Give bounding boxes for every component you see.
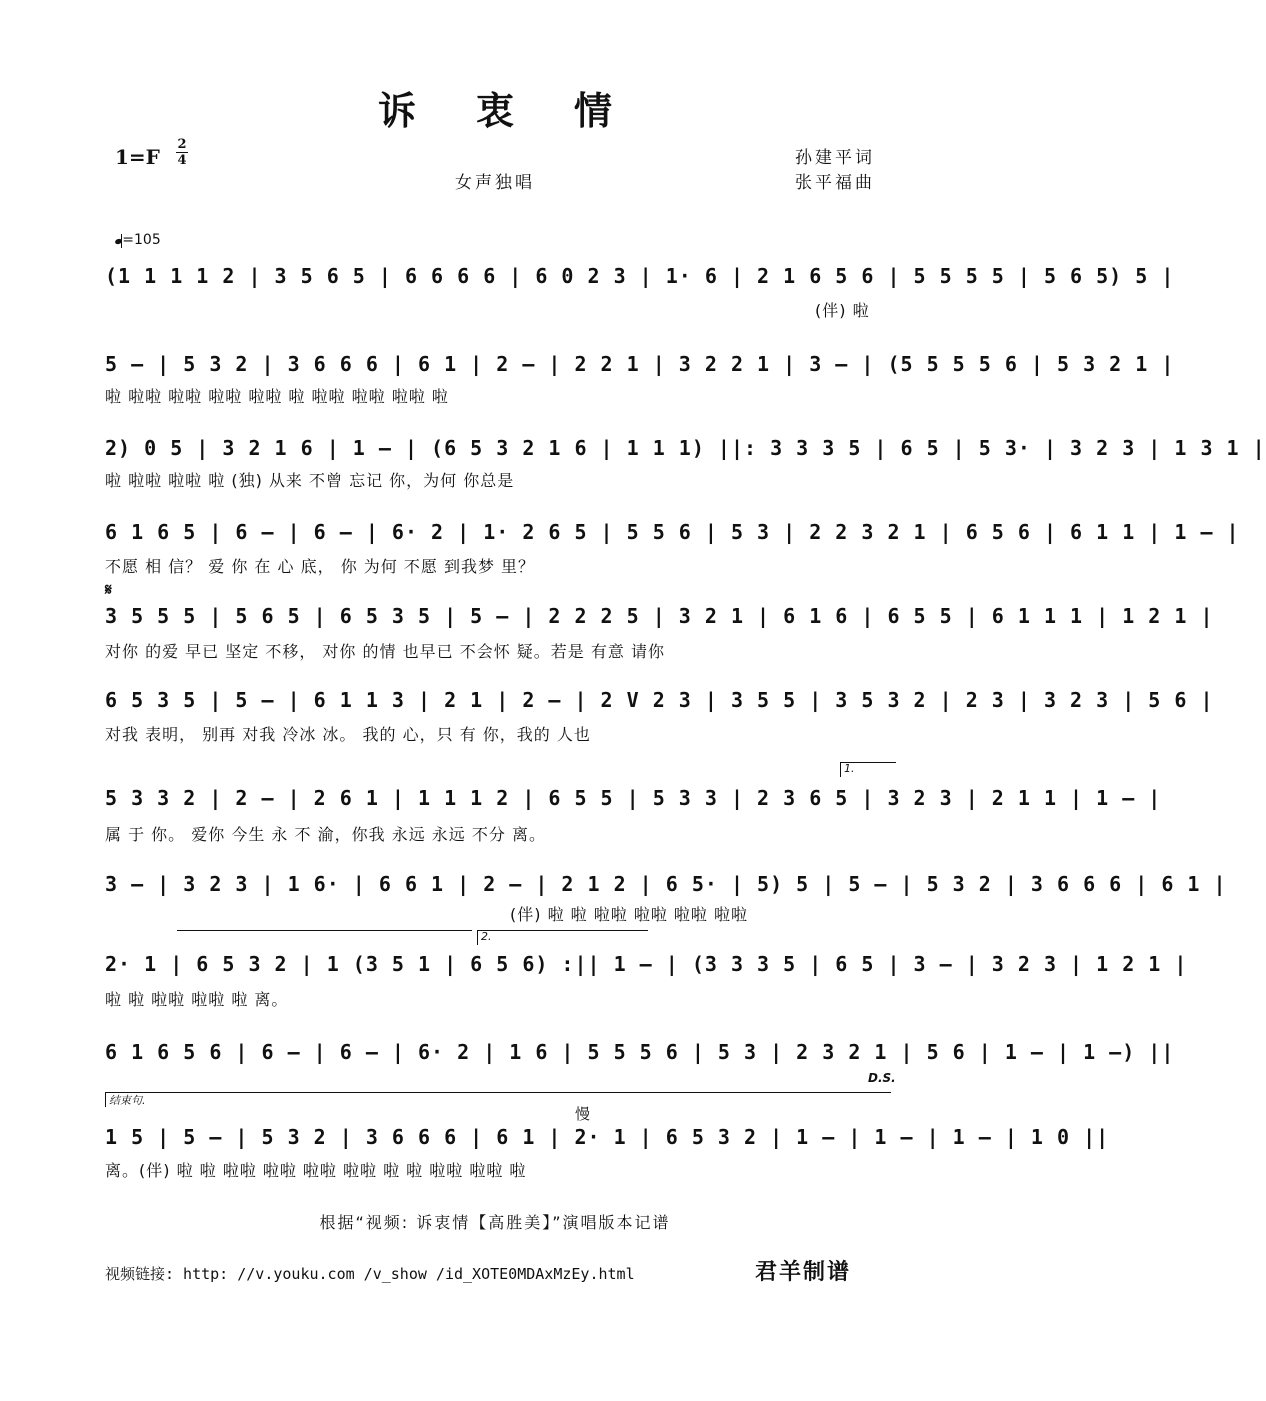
lyric-row-3: 啦 啦啦 啦啦 啦 (独) 从来 不曾 忘记 你，为何 你总是	[105, 471, 515, 490]
source-note: 根据“视频: 诉衷情【高胜美】”演唱版本记谱	[319, 1213, 671, 1232]
time-sig-bottom: 4	[177, 153, 187, 168]
lyric-row-4: 不愿 相 信？ 爱 你 在 心 底， 你 为何 不愿 到我梦 里？	[105, 557, 536, 576]
video-link[interactable]: 视频链接: http: //v.youku.com /v_show /id_XOTE0MDAxMzEy.html	[105, 1265, 635, 1283]
composer: 张平福曲	[795, 173, 875, 193]
voice-type: 女声独唱	[455, 173, 535, 193]
ending-1-bracket	[840, 762, 896, 777]
transcriber-seal: 君羊制谱	[755, 1259, 852, 1285]
score-row-3: 2) 0 5 | 3 2 1 6 | 1 – | (6 5 3 2 1 6 | 1 1 1) ||: 3 3 3 5 | 6 5 | 5 3· | 3 2 3 | 1 3 1 |	[105, 436, 1266, 460]
lyric-row-7: 属 于 你。 爱你 今生 永 不 渝，你我 永远 永远 不分 离。	[105, 825, 546, 844]
segno-sign: 𝄋	[105, 580, 112, 599]
lyric-row-11: 离。(伴) 啦 啦 啦啦 啦啦 啦啦 啦啦 啦 啦 啦啦 啦啦 啦	[105, 1161, 527, 1180]
score-row-11: 1 5 | 5 – | 5 3 2 | 3 6 6 6 | 6 1 | 2· 1 | 6 5 3 2 | 1 – | 1 – | 1 – | 1 0 ||	[105, 1125, 1110, 1149]
score-row-9: 2· 1 | 6 5 3 2 | 1 (3 5 1 | 6 5 6) :|| 1 – | (3 3 3 5 | 6 5 | 3 – | 3 2 3 | 1 2 1 |	[105, 952, 1188, 976]
lyricist: 孙建平词	[795, 148, 875, 168]
ending-1-continuation	[177, 930, 472, 941]
score-row-8: 3 – | 3 2 3 | 1 6· | 6 6 1 | 2 – | 2 1 2 | 6 5· | 5) 5 | 5 – | 5 3 2 | 3 6 6 6 | 6 1 |	[105, 872, 1227, 896]
score-row-6: 6 5 3 5 | 5 – | 6 1 1 3 | 2 1 | 2 – | 2 V 2 3 | 3 5 5 | 3 5 3 2 | 2 3 | 3 2 3 | 5 6 |	[105, 688, 1214, 712]
slow-marking: 慢	[575, 1105, 591, 1123]
tempo-value: =105	[122, 232, 161, 248]
ending-2-bracket	[477, 930, 648, 945]
time-sig-top: 2	[177, 137, 187, 152]
score-row-10: 6 1 6 5 6 | 6 – | 6 – | 6· 2 | 1 6 | 5 5 5 6 | 5 3 | 2 3 2 1 | 5 6 | 1 – | 1 –) ||	[105, 1040, 1175, 1064]
lyric-row-2: 啦 啦啦 啦啦 啦啦 啦啦 啦 啦啦 啦啦 啦啦 啦	[105, 387, 449, 406]
coda-bracket	[105, 1092, 891, 1107]
dal-segno-mark: D.S.	[868, 1071, 896, 1085]
score-row-1: (1 1 1 1 2 | 3 5 6 5 | 6 6 6 6 | 6 0 2 3 | 1· 6 | 2 1 6 5 6 | 5 5 5 5 | 5 6 5) 5 |	[105, 264, 1175, 288]
lyric-row-5: 对你 的爱 早已 坚定 不移， 对你 的情 也早已 不会怀 疑。若是 有意 请你	[105, 642, 665, 661]
score-row-4: 6 1 6 5 | 6 – | 6 – | 6· 2 | 1· 2 6 5 | 5 5 6 | 5 3 | 2 2 3 2 1 | 6 5 6 | 6 1 1 | 1 – |	[105, 520, 1240, 544]
key-signature: 1=F	[115, 145, 160, 169]
tempo-mark	[115, 232, 161, 248]
ending-2-label: 2.	[481, 930, 492, 943]
lyric-row-1: (伴) 啦	[815, 301, 870, 320]
lyric-row-8: (伴) 啦 啦 啦啦 啦啦 啦啦 啦啦	[510, 905, 749, 924]
page-title: 诉衷情	[377, 88, 672, 133]
time-signature	[176, 138, 188, 167]
score-row-5: 3 5 5 5 | 5 6 5 | 6 5 3 5 | 5 – | 2 2 2 5 | 3 2 1 | 6 1 6 | 6 5 5 | 6 1 1 1 | 1 2 1 |	[105, 604, 1214, 628]
lyric-row-9: 啦 啦 啦啦 啦啦 啦 离。	[105, 990, 289, 1009]
ending-1-label: 1.	[844, 762, 855, 775]
score-row-7: 5 3 3 2 | 2 – | 2 6 1 | 1 1 1 2 | 6 5 5 | 5 3 3 | 2 3 6 5 | 3 2 3 | 2 1 1 | 1 – |	[105, 786, 1162, 810]
lyric-row-6: 对我 表明， 别再 对我 冷冰 冰。 我的 心，只 有 你，我的 人也	[105, 725, 591, 744]
score-row-2: 5 – | 5 3 2 | 3 6 6 6 | 6 1 | 2 – | 2 2 1 | 3 2 2 1 | 3 – | (5 5 5 5 6 | 5 3 2 1 |	[105, 352, 1175, 376]
coda-label: 结束句.	[109, 1094, 146, 1107]
